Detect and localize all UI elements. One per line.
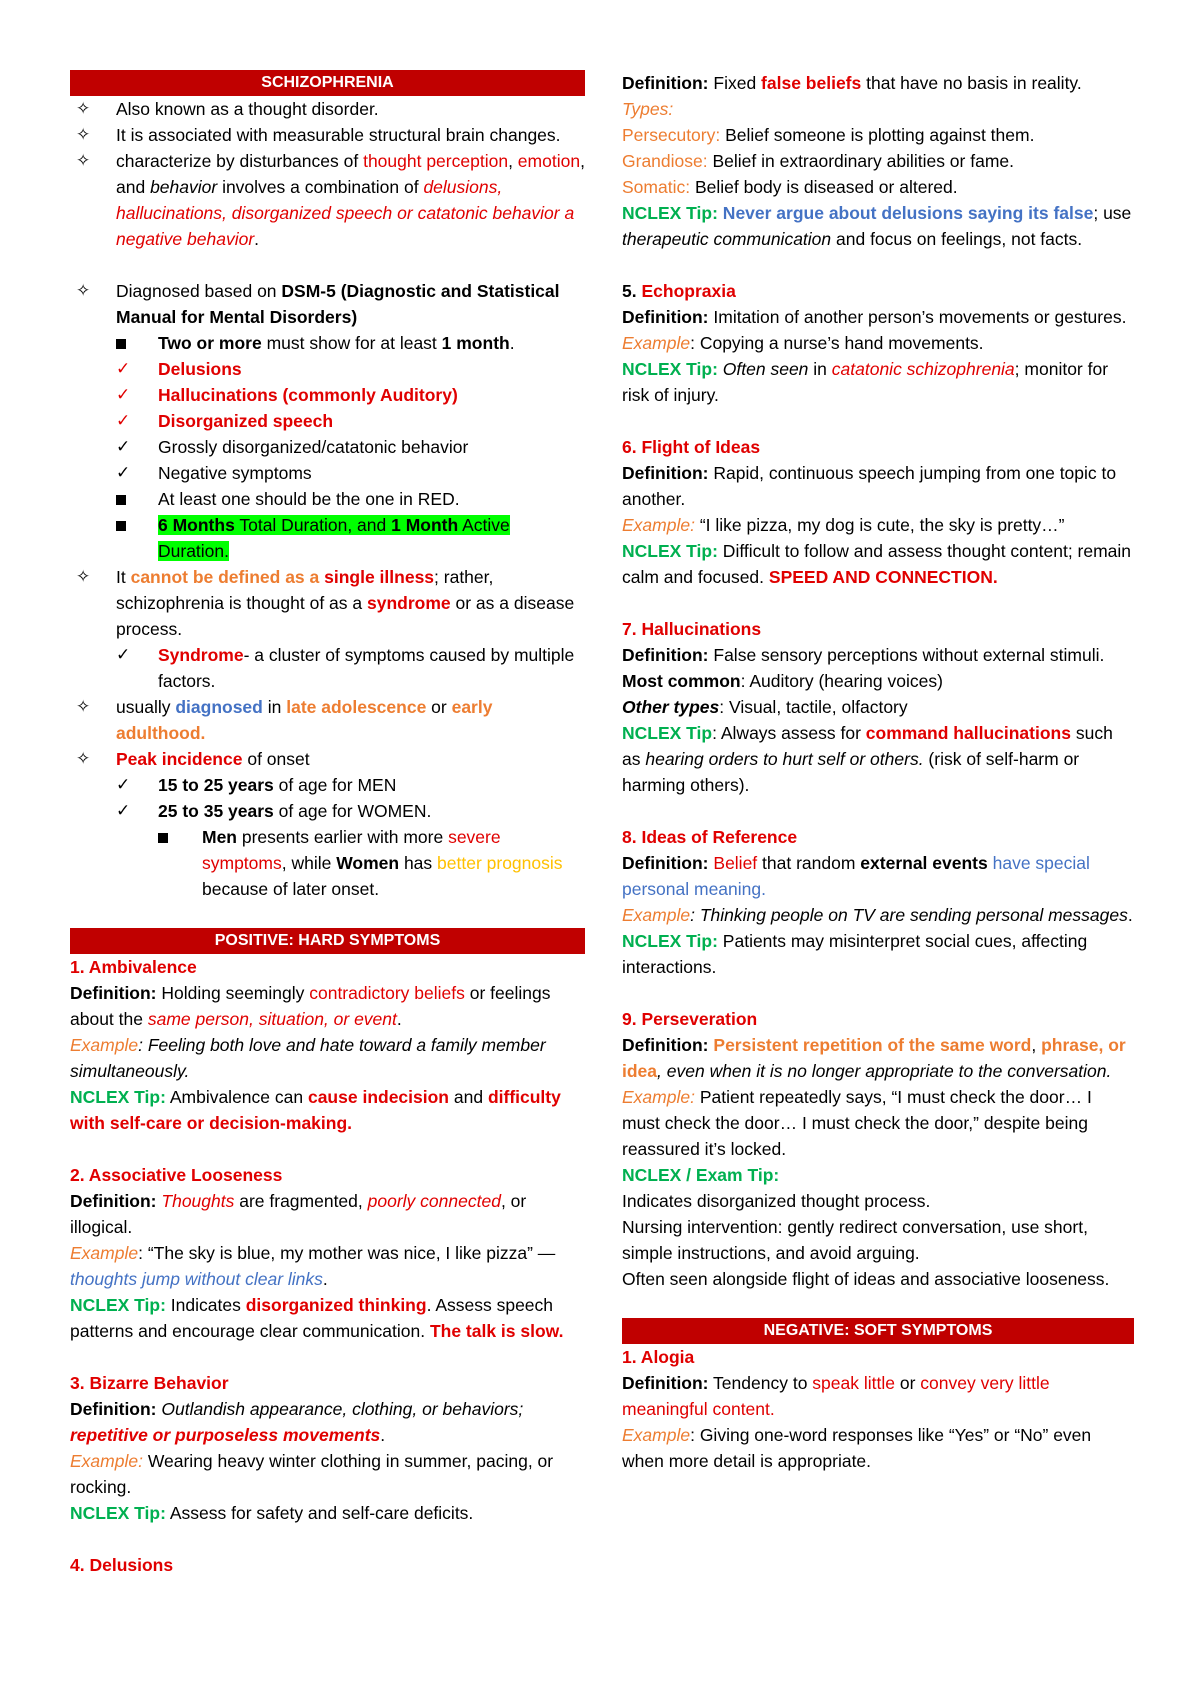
criteria-catatonic: ✓ Grossly disorganized/catatonic behavior (70, 434, 585, 460)
perseveration-tip-2: Nursing intervention: gently redirect conversation, use short, simple instructions, and avoid arguing. (622, 1217, 1088, 1263)
hallucinations-definition: Definition: False sensory perceptions without external stimuli. (622, 645, 1105, 665)
perseveration-definition: Definition: Persistent repetition of the same word, phrase, or idea, even when it is no longer appropriate to the conversation. (622, 1035, 1126, 1081)
star-bullet-icon: ✧ (76, 151, 91, 170)
symptom-title-perseveration: 9. Perseveration (622, 1009, 758, 1029)
criteria-delusions: ✓ Delusions (70, 356, 585, 382)
square-bullet-icon (116, 512, 146, 538)
criteria-disorganized-speech: ✓ Disorganized speech (70, 408, 585, 434)
reference-example: Example: Thinking people on TV are sending personal messages. (622, 905, 1133, 925)
checkmark-icon: ✓ (116, 801, 131, 820)
square-bullet-icon (158, 824, 188, 850)
symptom-title-ideas-of-reference: 8. Ideas of Reference (622, 827, 798, 847)
symptom-title-ambivalence: 1. Ambivalence (70, 957, 197, 977)
criteria-at-least-one: At least one should be the one in RED. (70, 486, 585, 512)
checkmark-icon: ✓ (116, 437, 131, 456)
echopraxia-example: Example: Copying a nurse’s hand movements. (622, 333, 984, 353)
symptom-title-bizarre-behavior: 3. Bizarre Behavior (70, 1373, 229, 1393)
delusions-nclex-tip: NCLEX Tip: Never argue about delusions saying its false; use therapeutic communication and focus on feelings, not facts. (622, 203, 1132, 249)
echopraxia-nclex-tip: NCLEX Tip: Often seen in catatonic schizophrenia; monitor for risk of injury. (622, 359, 1109, 405)
star-bullet-icon: ✧ (76, 749, 91, 768)
section-header-negative: NEGATIVE: SOFT SYMPTOMS (622, 1318, 1134, 1344)
alogia-definition: Definition: Tendency to speak little or convey very little meaningful content. (622, 1373, 1050, 1419)
symptom-title-alogia: 1. Alogia (622, 1347, 695, 1367)
criteria-duration: 6 Months Total Duration, and 1 Month Active Duration. (70, 512, 585, 564)
reference-definition: Definition: Belief that random external events have special personal meaning. (622, 853, 1090, 899)
section-header-schizophrenia: SCHIZOPHRENIA (70, 70, 585, 96)
bullet-thought-disorder: ✧ Also known as a thought disorder. (70, 96, 585, 122)
ambivalence-nclex-tip: NCLEX Tip: Ambivalence can cause indecision and difficulty with self-care or decision-making. (70, 1087, 561, 1133)
symptom-title-flight-of-ideas: 6. Flight of Ideas (622, 437, 761, 457)
star-bullet-icon: ✧ (76, 281, 91, 300)
delusions-types-label: Types: (622, 99, 674, 119)
left-column (70, 70, 585, 1578)
star-bullet-icon: ✧ (76, 125, 91, 144)
onset-women: ✓ 25 to 35 years of age for WOMEN. (70, 798, 585, 824)
checkmark-icon: ✓ (116, 411, 131, 430)
square-bullet-icon (116, 330, 146, 356)
criteria-negative: ✓ Negative symptoms (70, 460, 585, 486)
criteria-hallucinations: ✓ Hallucinations (commonly Auditory) (70, 382, 585, 408)
reference-nclex-tip: NCLEX Tip: Patients may misinterpret social cues, affecting interactions. (622, 931, 1088, 977)
right-column (622, 70, 1134, 1474)
star-bullet-icon: ✧ (76, 567, 91, 586)
symptom-title-delusions: 4. Delusions (70, 1555, 174, 1575)
delusions-grandiose: Grandiose: Belief in extraordinary abilities or fame. (622, 151, 1014, 171)
bizarre-nclex-tip: NCLEX Tip: Assess for safety and self-care deficits. (70, 1503, 474, 1523)
checkmark-icon: ✓ (116, 775, 131, 794)
section-header-positive: POSITIVE: HARD SYMPTOMS (70, 928, 585, 954)
criteria-two-or-more: Two or more must show for at least 1 month. (70, 330, 585, 356)
echopraxia-definition: Definition: Imitation of another person’s movements or gestures. (622, 307, 1127, 327)
symptom-title-hallucinations: 7. Hallucinations (622, 619, 762, 639)
looseness-example: Example: “The sky is blue, my mother was nice, I like pizza” — thoughts jump without clear links. (70, 1243, 556, 1289)
looseness-definition: Definition: Thoughts are fragmented, poorly connected, or illogical. (70, 1191, 527, 1237)
symptom-title-associative-looseness: 2. Associative Looseness (70, 1165, 283, 1185)
bullet-characterize: ✧ characterize by disturbances of thought perception, emotion, and behavior involves a combination of delusions, hallucinations, disorganized speech or catatonic behavior a negative behavior. (70, 148, 585, 252)
syndrome-definition: ✓ Syndrome- a cluster of symptoms caused by multiple factors. (70, 642, 585, 694)
bizarre-example: Example: Wearing heavy winter clothing in summer, pacing, or rocking. (70, 1451, 554, 1497)
star-bullet-icon: ✧ (76, 697, 91, 716)
onset-men: ✓ 15 to 25 years of age for MEN (70, 772, 585, 798)
hallucinations-nclex-tip: NCLEX Tip: Always assess for command hallucinations such as hearing orders to hurt self or others. (risk of self-harm or harming others). (622, 723, 1113, 795)
flight-definition: Definition: Rapid, continuous speech jumping from one topic to another. (622, 463, 1117, 509)
bullet-dsm5: ✧ Diagnosed based on DSM-5 (Diagnostic and Statistical Manual for Mental Disorders) (70, 278, 585, 330)
checkmark-icon: ✓ (116, 385, 131, 404)
perseveration-tip-3: Often seen alongside flight of ideas and associative looseness. (622, 1269, 1110, 1289)
perseveration-example: Example: Patient repeatedly says, “I must check the door… I must check the door… I must check the door,” despite being reassured it’s locked. (622, 1087, 1092, 1159)
delusions-somatic: Somatic: Belief body is diseased or altered. (622, 177, 958, 197)
bullet-peak-incidence: ✧ Peak incidence of onset (70, 746, 585, 772)
checkmark-icon: ✓ (116, 463, 131, 482)
flight-example: Example: “I like pizza, my dog is cute, the sky is pretty…” (622, 515, 1065, 535)
symptom-title-echopraxia: 5. Echopraxia (622, 281, 736, 301)
bullet-diagnosed-age: ✧ usually diagnosed in late adolescence or early adulthood. (70, 694, 585, 746)
bullet-brain-changes: ✧ It is associated with measurable structural brain changes. (70, 122, 585, 148)
onset-prognosis: Men presents earlier with more severe symptoms, while Women has better prognosis because of later onset. (70, 824, 585, 902)
bullet-syndrome: ✧ It cannot be defined as a single illness; rather, schizophrenia is thought of as a syndrome or as a disease process. (70, 564, 585, 642)
checkmark-icon: ✓ (116, 359, 131, 378)
delusions-definition: Definition: Fixed false beliefs that have no basis in reality. (622, 73, 1082, 93)
star-bullet-icon: ✧ (76, 99, 91, 118)
perseveration-nclex-label: NCLEX / Exam Tip: (622, 1165, 780, 1185)
alogia-example: Example: Giving one-word responses like “Yes” or “No” even when more detail is appropriate. (622, 1425, 1092, 1471)
hallucinations-most-common: Most common: Auditory (hearing voices) (622, 671, 943, 691)
hallucinations-other-types: Other types: Visual, tactile, olfactory (622, 697, 908, 717)
square-bullet-icon (116, 486, 146, 512)
checkmark-icon: ✓ (116, 645, 131, 664)
bizarre-definition: Definition: Outlandish appearance, clothing, or behaviors; repetitive or purposeless movements. (70, 1399, 524, 1445)
flight-nclex-tip: NCLEX Tip: Difficult to follow and assess thought content; remain calm and focused. SPEED AND CONNECTION. (622, 541, 1132, 587)
perseveration-tip-1: Indicates disorganized thought process. (622, 1191, 931, 1211)
looseness-nclex-tip: NCLEX Tip: Indicates disorganized thinking. Assess speech patterns and encourage clear communication. The talk is slow. (70, 1295, 564, 1341)
ambivalence-example: Example: Feeling both love and hate toward a family member simultaneously. (70, 1035, 546, 1081)
delusions-persecutory: Persecutory: Belief someone is plotting against them. (622, 125, 1035, 145)
ambivalence-definition: Definition: Holding seemingly contradictory beliefs or feelings about the same person, situation, or event. (70, 983, 551, 1029)
